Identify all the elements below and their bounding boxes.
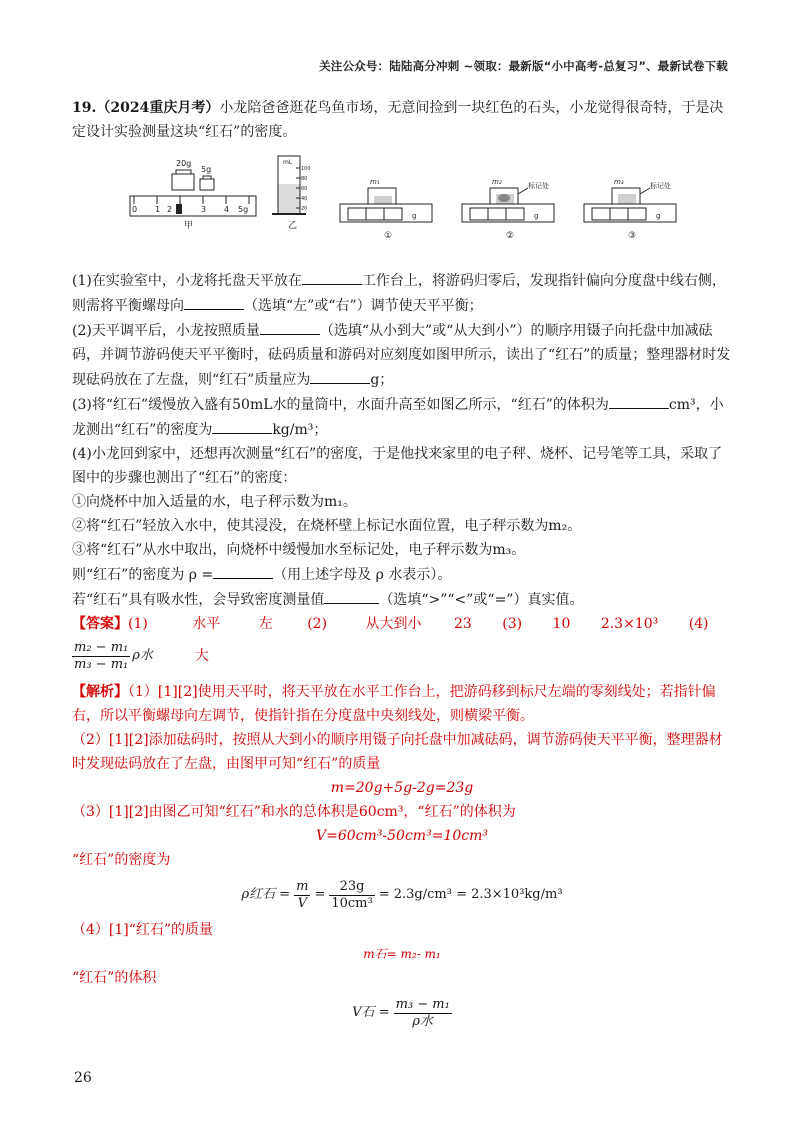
scale-step-2 — [462, 178, 554, 241]
caption-step-3: ③ — [628, 231, 637, 241]
answer-formula-rho: ρ水 — [132, 648, 153, 663]
weight-label-5g: 5g — [201, 165, 212, 174]
answer-formula: $\frac{\text{m₂ − m₁}}{\text{m₃ − m₁}}$ — [74, 639, 129, 672]
caption-jia: 甲 — [184, 221, 194, 231]
step-2: ②将“红石”轻放入水中，使其浸没，在烧杯壁上标记水面位置，电子秤示数为m₂。 — [72, 518, 582, 534]
display-unit-2: g — [534, 212, 539, 220]
answer-blank-2[interactable] — [184, 293, 244, 310]
answer-blank-7[interactable] — [213, 562, 273, 579]
weight-label-20g: 20g — [176, 159, 192, 168]
question-part-4-intro: (4)小龙回到家中，还想再次测量“红石”的密度，于是他找来家里的电子秤、烧杯、记号笔等工具，采取了图中的步骤也测出了“红石”的密度： — [72, 446, 723, 486]
caption-yi: 乙 — [288, 221, 298, 231]
page-number: 26 — [74, 1070, 92, 1086]
analysis-eq-volume: V=60cm³-50cm³=10cm³ — [316, 828, 488, 844]
answer-item-10: (4) — [688, 616, 709, 632]
analysis-eq-density: ρ红石 = $\frac{m}{V}$ = $\frac{23g}{\text{10cm³}}$ = 2.3g/cm³ = 2.3×10³kg/m³ — [241, 878, 563, 911]
mark-label-2: 标记处 — [528, 182, 549, 190]
question-intro-text: 小龙陪爸爸逛花鸟鱼市场，无意间捡到一块红色的石头，小龙觉得很奇特，于是决定设计实验测量这块“红石”的密度。 — [72, 100, 724, 140]
content — [72, 96, 732, 1036]
step-1: ①向烧杯中加入适量的水，电子秤示数为m₁。 — [72, 494, 357, 510]
scale-tick-1: 1 — [155, 205, 161, 214]
answer-blank-3[interactable] — [260, 318, 320, 335]
cylinder-tick-40: 40 — [301, 196, 308, 202]
cylinder-unit: mL — [283, 159, 293, 166]
answer-blank-1[interactable] — [302, 268, 362, 285]
analysis-p6: “红石”的体积 — [72, 970, 157, 986]
question-part-2: (2)天平调平后，小龙按照质量 （选填“从小到大”或“从大到小”）的顺序用镊子向托盘中加减砝码，并调节游码使天平平衡时，砝码质量和游码对应刻度如图甲所示，读出了“红石”的质量；整理器材时发现砝码放在了左盘，则“红石”质量应为 g； — [72, 318, 732, 392]
analysis-p3: （3）[1][2]由图乙可知“红石”和水的总体积是60cm³，“红石”的体积为 — [72, 804, 516, 820]
question-part-4-density: 则“红石”的密度为 ρ = （用上述字母及 ρ 水表示）。 — [72, 562, 732, 587]
question-intro — [72, 96, 732, 144]
step-3: ③将“红石”从水中取出，向烧杯中缓慢加水至标记处，电子秤示数为m₃。 — [72, 542, 526, 558]
beaker-label-m2: m₂ — [492, 178, 502, 186]
scale-tick-0: 0 — [132, 205, 138, 214]
answer-label: 【答案】 — [72, 616, 128, 632]
header-note: 关注公众号：陆陆高分冲刺 ~领取：最新版“小中高考-总复习”、最新试卷下载 — [319, 59, 728, 73]
answer-formula-row — [72, 636, 732, 676]
analysis-p5: （4）[1]“红石”的质量 — [72, 922, 214, 938]
scale-step-1 — [340, 178, 432, 241]
caption-step-2: ② — [506, 231, 515, 241]
analysis-eq-mass: m=20g+5g-2g=23g — [330, 780, 474, 796]
answer-row — [72, 612, 732, 636]
answer-item-4: (2) — [307, 616, 328, 632]
scale-tick-5g: 5g — [238, 205, 249, 214]
answer-item-1: (1) — [128, 616, 148, 632]
question-part-3: (3)将“红石”缓慢放入盛有50mL水的量筒中，水面升高至如图乙所示，“红石”的体积为 cm³，小龙测出“红石”的密度为 kg/m³； — [72, 392, 732, 442]
question-source: （2024重庆月考） — [96, 100, 220, 116]
cylinder-tick-60: 60 — [301, 186, 308, 192]
display-unit-3: g — [656, 212, 661, 220]
display-unit-1: g — [412, 212, 417, 220]
experiment-figure — [72, 148, 732, 266]
balance-weights — [172, 159, 214, 190]
scale-tick-4: 4 — [224, 205, 230, 214]
answer-blank-4[interactable] — [310, 367, 370, 384]
scale-tick-2: 2 — [167, 205, 173, 214]
answer-blank-6[interactable] — [212, 417, 272, 434]
answer-item-2: 水平 — [192, 616, 221, 632]
cylinder-tick-100: 100 — [301, 166, 311, 172]
answer-blank-8[interactable] — [324, 587, 379, 604]
analysis-p4: “红石”的密度为 — [72, 852, 171, 868]
caption-step-1: ① — [384, 231, 393, 241]
mark-label-3: 标记处 — [650, 182, 671, 190]
answer-item-8: 10 — [552, 616, 571, 632]
answer-item-9: 2.3×10³ — [600, 616, 659, 632]
analysis-label: 【解析】 — [72, 684, 128, 700]
answer-last: 大 — [194, 648, 209, 664]
answer-item-6: 23 — [453, 616, 472, 632]
cylinder-tick-20: 20 — [301, 206, 308, 212]
beaker-label-m3: m₃ — [614, 178, 624, 186]
answer-item-3: 左 — [258, 616, 273, 632]
beaker-label-m1: m₁ — [370, 178, 380, 186]
question-part-4-absorb: 若“红石”具有吸水性，会导致密度测量值 （选填“>”“<”或“=”）真实值。 — [72, 587, 732, 612]
analysis-eq-stone-volume: V石 = $\frac{\text{m₃ − m₁}}{\text{ρ水}}$ — [352, 996, 450, 1029]
scale-tick-3: 3 — [201, 205, 207, 214]
scale-step-3 — [584, 178, 676, 241]
rider-scale — [130, 196, 256, 231]
measuring-cylinder — [272, 156, 311, 231]
cylinder-tick-80: 80 — [301, 176, 308, 182]
analysis-p2: （2）[1][2]添加砝码时，按照从大到小的顺序用镊子向托盘中加减砝码，调节游码使天平平衡，整理器材时发现砝码放在了左盘，由图甲可知“红石”的质量 — [72, 732, 723, 772]
question-number: 19. — [72, 100, 97, 116]
analysis-eq-stone-mass: m石= m₂- m₁ — [363, 947, 441, 961]
answer-item-5: 从大到小 — [365, 616, 422, 632]
question-part-1: (1)在实验室中，小龙将托盘天平放在 工作台上，将游码归零后，发现指针偏向分度盘中线右侧，则需将平衡螺母向 （选填“左”或“右”）调节使天平平衡； — [72, 268, 732, 318]
analysis-p1: 【解析】（1）[1][2]使用天平时，将天平放在水平工作台上，把游码移到标尺左端的零刻线处；若指针偏右，所以平衡螺母向左调节，使指针指在分度盘中央刻线处，则横梁平衡。 — [72, 684, 716, 724]
answer-blank-5[interactable] — [609, 392, 669, 409]
answer-item-7: (3) — [502, 616, 523, 632]
